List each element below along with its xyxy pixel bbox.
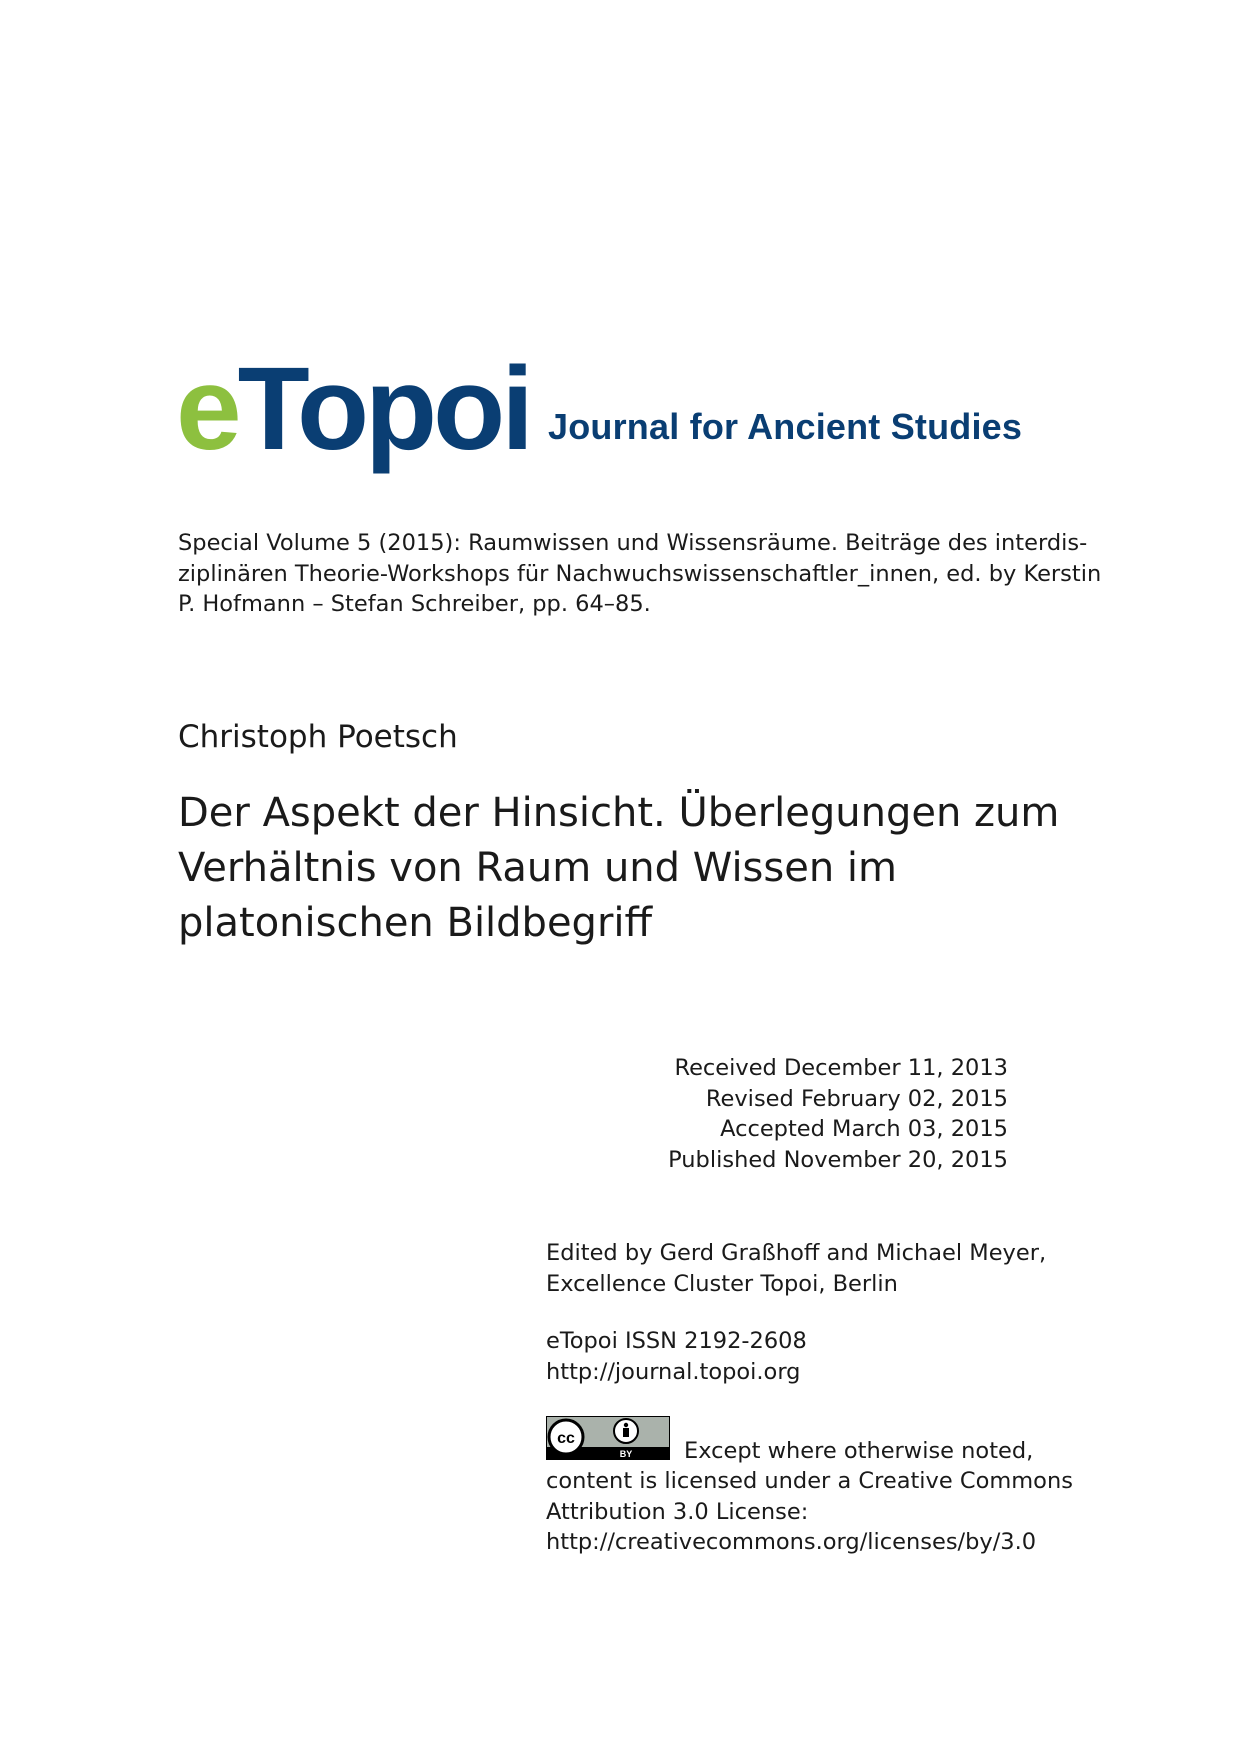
revised-date: Revised February 02, 2015	[705, 1085, 1008, 1112]
journal-url[interactable]: http://journal.topoi.org	[546, 1358, 801, 1385]
license-line: Attribution 3.0 License:	[546, 1498, 809, 1525]
logo-topoi: Topoi	[237, 343, 530, 475]
author-name: Christoph Poetsch	[178, 719, 458, 755]
title-line: Der Aspekt der Hinsicht. Überlegungen zum	[178, 790, 1060, 836]
editors-info	[546, 1238, 1046, 1299]
volume-info-line: P. Hofmann – Stefan Schreiber, pp. 64–85.	[178, 591, 651, 617]
logo-e: e	[176, 343, 238, 475]
title-line: Verhältnis von Raum und Wissen im	[178, 845, 897, 891]
license-line: Except where otherwise noted,	[684, 1438, 1034, 1464]
volume-info	[178, 528, 1102, 620]
title-line: platonischen Bildbegriff	[178, 900, 653, 946]
journal-info	[546, 1326, 807, 1387]
volume-info-line: ziplinären Theorie-Workshops für Nachwuchswissenschaftler_innen, ed. by Kerstin	[178, 560, 1102, 587]
cc-text: cc	[557, 1430, 575, 1447]
publication-dates	[668, 1053, 1008, 1175]
editors-line: Edited by Gerd Graßhoff and Michael Meyer,	[546, 1240, 1047, 1266]
article-title	[178, 786, 1060, 951]
accepted-date: Accepted March 03, 2015	[720, 1116, 1008, 1142]
cc-by-badge-icon[interactable]	[546, 1416, 670, 1460]
received-date: Received December 11, 2013	[674, 1055, 1008, 1081]
published-date: Published November 20, 2015	[668, 1146, 1008, 1173]
license-line: content is licensed under a Creative Commons	[546, 1468, 1073, 1494]
license-text	[546, 1466, 1073, 1558]
issn: eTopoi ISSN 2192-2608	[546, 1328, 807, 1354]
editors-line: Excellence Cluster Topoi, Berlin	[546, 1270, 898, 1297]
volume-info-line: Special Volume 5 (2015): Raumwissen und Wissensräume. Beiträge des interdis-	[178, 530, 1088, 556]
by-text: BY	[619, 1449, 633, 1459]
license-url[interactable]: http://creativecommons.org/licenses/by/3.0	[546, 1529, 1037, 1555]
etopoi-logo	[176, 338, 530, 475]
journal-subtitle: Journal for Ancient Studies	[548, 406, 1023, 447]
